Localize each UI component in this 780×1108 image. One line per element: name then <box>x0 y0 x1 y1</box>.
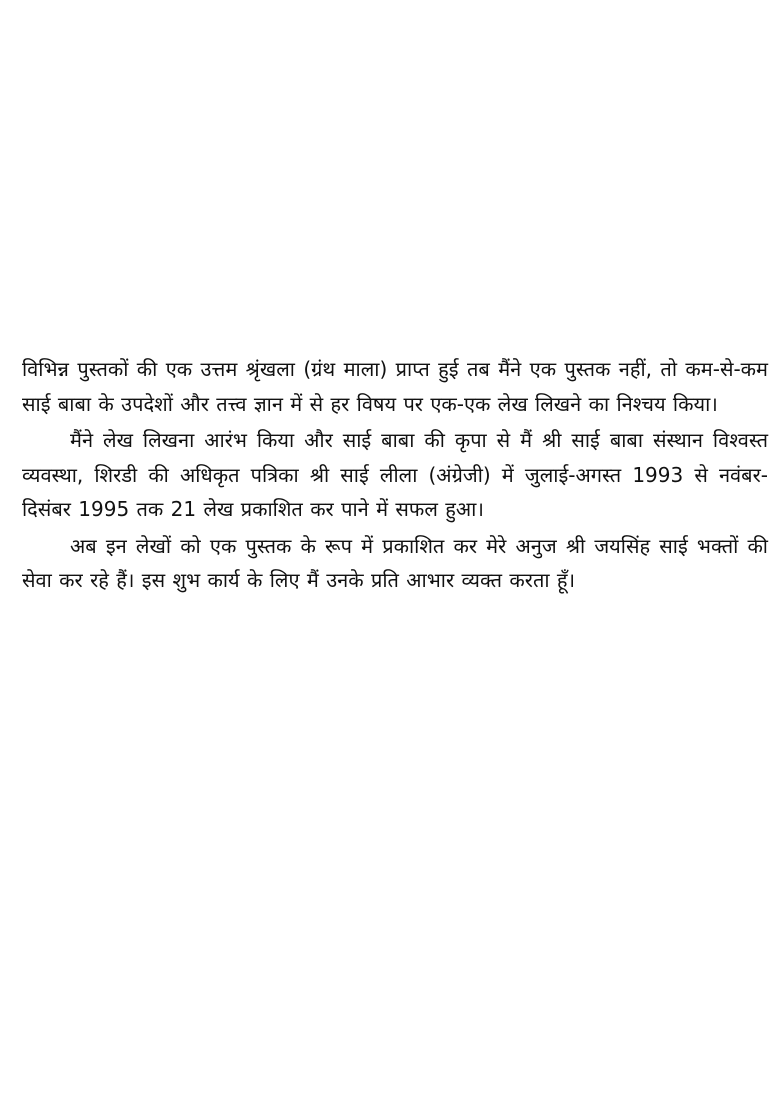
paragraph-2: मैंने लेख लिखना आरंभ किया और साई बाबा की कृपा से मैं श्री साई बाबा संस्थान विश्वस्त व्यवस्था, शिरडी की अधिकृत पत्रिका श्री साई लीला (अंग्रेजी) में जुलाई-अगस्त 1993 से नवंबर-दिसंबर 1995 तक 21 लेख प्रकाशित कर पाने में सफल हुआ। <box>22 428 768 521</box>
paragraph-3: अब इन लेखों को एक पुस्तक के रूप में प्रकाशित कर मेरे अनुज श्री जयसिंह साई भक्तों की सेवा कर रहे हैं। इस शुभ कार्य के लिए मैं उनके प्रति आभार व्यक्त करता हूँ। <box>22 533 768 592</box>
paragraph-1: विभिन्न पुस्तकों की एक उत्तम श्रृंखला (ग्रंथ माला) प्राप्त हुई तब मैंने एक पुस्तक नहीं, तो कम-से-कम साई बाबा के उपदेशों और तत्त्व ज्ञान में से हर विषय पर एक-एक लेख लिखने का निश्चय किया। <box>22 357 768 416</box>
body-text <box>22 352 768 598</box>
